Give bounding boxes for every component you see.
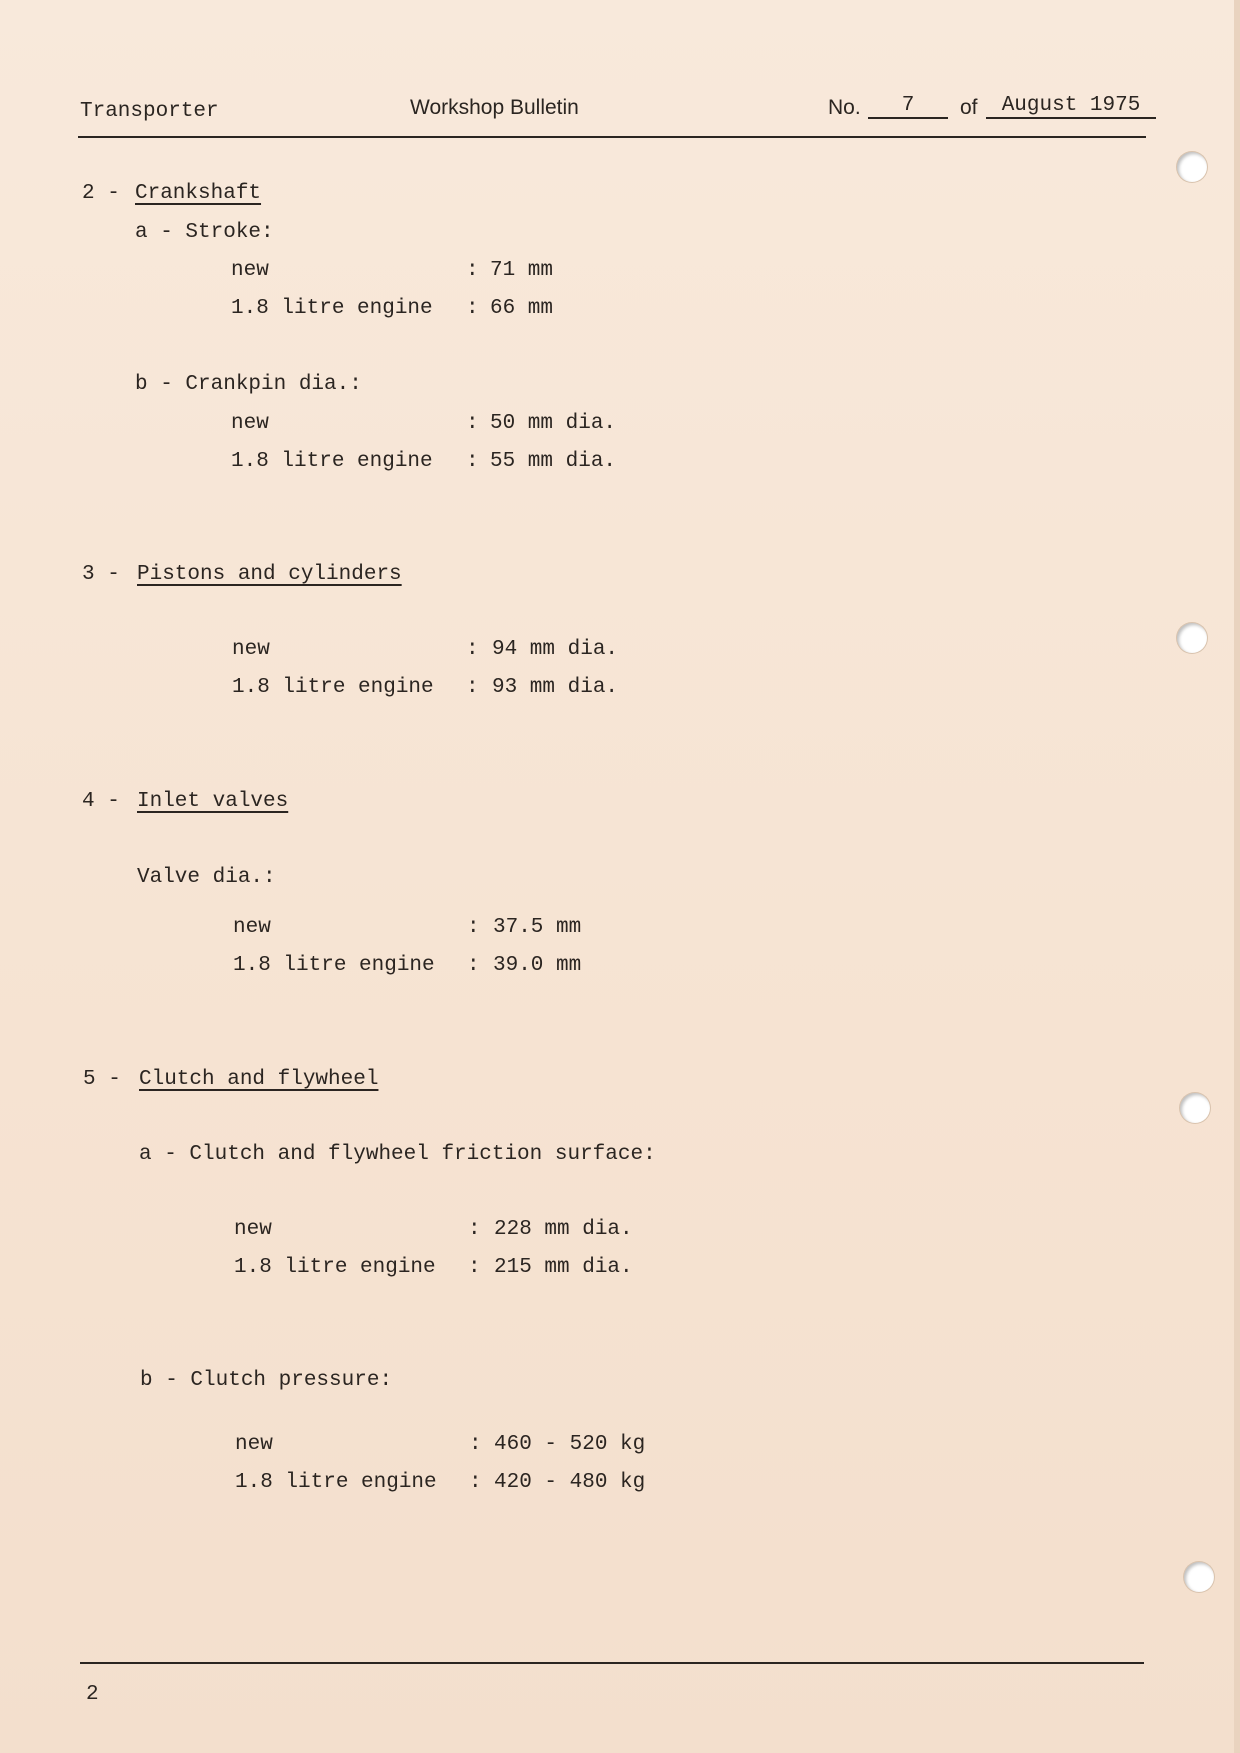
section-5a-label: a - Clutch and flywheel friction surface: [139, 1143, 656, 1166]
row-name: new [233, 916, 271, 939]
section-5b-label: b - Clutch pressure: [140, 1369, 393, 1392]
row-sep: : [469, 1433, 482, 1456]
row-value: 39.0 mm [493, 954, 582, 977]
punch-hole [1184, 1562, 1214, 1592]
row-sep: : [467, 916, 480, 939]
row-name: 1.8 litre engine [233, 954, 435, 977]
header-date [986, 94, 1156, 119]
row-value: 71 mm [490, 259, 554, 282]
section-4-label: Valve dia.: [137, 866, 276, 889]
bulletin-date: August 1975 [986, 95, 1156, 119]
section-3-number: 3 - [82, 563, 120, 586]
punch-hole [1177, 152, 1207, 182]
row-name: new [231, 259, 269, 282]
header-rule [78, 136, 1146, 138]
row-value: 50 mm dia. [490, 412, 617, 435]
row-name: 1.8 litre engine [232, 676, 434, 699]
section-5-title: Clutch and flywheel [139, 1068, 379, 1091]
punch-hole [1180, 1093, 1210, 1123]
row-name: 1.8 litre engine [231, 297, 433, 320]
row-sep: : [466, 450, 479, 473]
row-name: 1.8 litre engine [235, 1471, 437, 1494]
header-no-value [868, 94, 948, 119]
row-sep: : [467, 954, 480, 977]
section-3-title: Pistons and cylinders [137, 563, 402, 586]
row-name: 1.8 litre engine [231, 450, 433, 473]
footer-rule [80, 1662, 1144, 1664]
row-sep: : [468, 1218, 481, 1241]
row-value: 228 mm dia. [494, 1218, 633, 1241]
row-value: 94 mm dia. [492, 638, 619, 661]
row-name: new [234, 1218, 272, 1241]
punch-hole [1177, 623, 1207, 653]
row-sep: : [468, 1256, 481, 1279]
row-sep: : [466, 638, 479, 661]
row-value: 37.5 mm [493, 916, 582, 939]
section-4-number: 4 - [82, 790, 120, 813]
row-value: 420 - 480 kg [494, 1471, 646, 1494]
row-name: new [235, 1433, 273, 1456]
row-name: new [232, 638, 270, 661]
row-sep: : [466, 259, 479, 282]
bulletin-number: 7 [868, 95, 948, 119]
header-of-label: of [960, 96, 978, 119]
header-model: Transporter [80, 100, 219, 123]
row-sep: : [466, 676, 479, 699]
page-number: 2 [86, 1683, 99, 1706]
row-value: 66 mm [490, 297, 554, 320]
section-2b-label: b - Crankpin dia.: [135, 373, 362, 396]
section-2-title: Crankshaft [135, 182, 262, 205]
section-4-title: Inlet valves [137, 790, 289, 813]
row-name: new [231, 412, 269, 435]
row-value: 215 mm dia. [494, 1256, 633, 1279]
section-2a-label: a - Stroke: [135, 221, 274, 244]
row-value: 55 mm dia. [490, 450, 617, 473]
header-no-label: No. [828, 96, 861, 119]
row-sep: : [469, 1471, 482, 1494]
row-value: 93 mm dia. [492, 676, 619, 699]
row-value: 460 - 520 kg [494, 1433, 646, 1456]
header-title: Workshop Bulletin [410, 96, 579, 119]
row-sep: : [466, 412, 479, 435]
row-name: 1.8 litre engine [234, 1256, 436, 1279]
row-sep: : [466, 297, 479, 320]
section-5-number: 5 - [83, 1068, 121, 1091]
section-2-number: 2 - [82, 182, 120, 205]
